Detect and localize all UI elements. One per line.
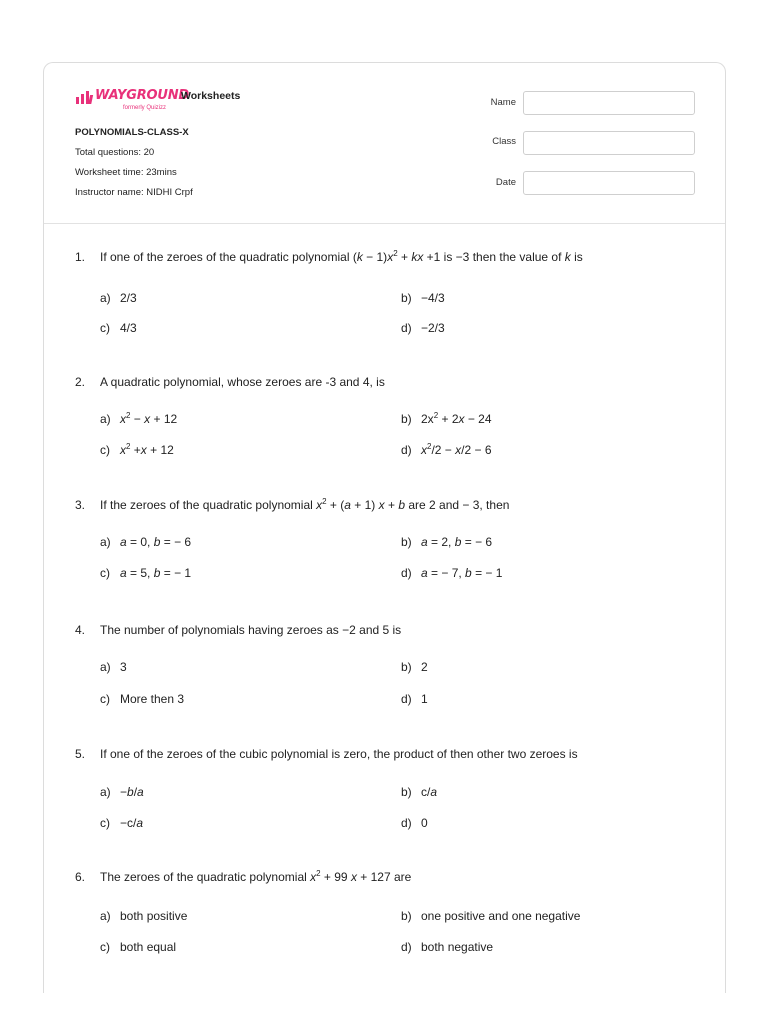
option-a[interactable]: a) 3 (100, 660, 127, 674)
worksheet-title: POLYNOMIALS-CLASS-X (75, 127, 189, 138)
worksheet-page (43, 62, 726, 993)
option-c[interactable]: c) More then 3 (100, 692, 185, 706)
option-b[interactable]: b) 2 (401, 660, 428, 674)
option-d[interactable]: d) $x^2/2 - x/2 - 6$ (401, 442, 492, 457)
brand-logo (75, 88, 265, 112)
question-number: 5. (75, 747, 86, 761)
option-b[interactable]: b) one positive and one negative (401, 909, 581, 923)
option-b[interactable]: b) a = 2, b = − 6 (401, 535, 493, 549)
option-a[interactable]: a) $x^2 - x + 12$ (100, 411, 178, 426)
brand-name: WAYGROUND (95, 88, 190, 103)
total-questions: Total questions: 20 (75, 147, 155, 158)
option-d[interactable]: d) −2/3 (401, 321, 445, 335)
question-text: If one of the zeroes of the cubic polynomial is zero, the product of then other two zeroes is (100, 747, 578, 761)
question-number: 4. (75, 623, 86, 637)
class-field[interactable] (523, 131, 695, 155)
option-d[interactable]: d) 1 (401, 692, 428, 706)
option-c[interactable]: c) a = 5, b = − 1 (100, 566, 192, 580)
wayground-logo-icon (75, 91, 95, 105)
option-a[interactable]: a) both positive (100, 909, 188, 923)
question-text: If one of the zeroes of the quadratic polynomial $(k - 1)x^2$ + kx +1 is −3 then the value of k is (100, 249, 583, 264)
option-d[interactable]: d) a = − 7, b = − 1 (401, 566, 503, 580)
option-c[interactable]: c) $x^2 +x + 12$ (100, 442, 174, 457)
question-number: 1. (75, 250, 86, 264)
question-text: The zeroes of the quadratic polynomial $x^2 + 99$ x + 127 are (100, 869, 412, 884)
worksheet-header (44, 63, 725, 224)
question-text: The number of polynomials having zeroes as −2 and 5 is (100, 623, 402, 637)
name-label: Name (490, 97, 516, 108)
question-text: If the zeroes of the quadratic polynomial $x^2 + (a + 1) x + b$ are 2 and − 3, then (100, 497, 510, 512)
option-b[interactable]: b) $2x^2 + 2x - 24$ (401, 411, 492, 426)
question-number: 6. (75, 870, 86, 884)
option-a[interactable]: a) 2/3 (100, 291, 137, 305)
class-label: Class (492, 136, 516, 147)
brand-subtitle: formerly Quizizz (123, 105, 167, 111)
worksheet-time: Worksheet time: 23mins (75, 167, 177, 178)
option-d[interactable]: d) 0 (401, 816, 428, 830)
date-field[interactable] (523, 171, 695, 195)
brand-section: Worksheets (181, 90, 241, 102)
option-b[interactable]: b) −4/3 (401, 291, 445, 305)
option-c[interactable]: c) 4/3 (100, 321, 137, 335)
question-number: 3. (75, 498, 86, 512)
question-text: A quadratic polynomial, whose zeroes are -3 and 4, is (100, 375, 385, 389)
date-label: Date (495, 177, 516, 188)
option-c[interactable]: c) −c/a (100, 816, 144, 830)
option-c[interactable]: c) both equal (100, 940, 177, 954)
option-a[interactable]: a) a = 0, b = − 6 (100, 535, 192, 549)
name-field[interactable] (523, 91, 695, 115)
instructor-name: Instructor name: NIDHI Crpf (75, 187, 193, 198)
option-b[interactable]: b) c/a (401, 785, 438, 799)
option-a[interactable]: a) −b/a (100, 785, 144, 799)
question-number: 2. (75, 375, 86, 389)
option-d[interactable]: d) both negative (401, 940, 494, 954)
